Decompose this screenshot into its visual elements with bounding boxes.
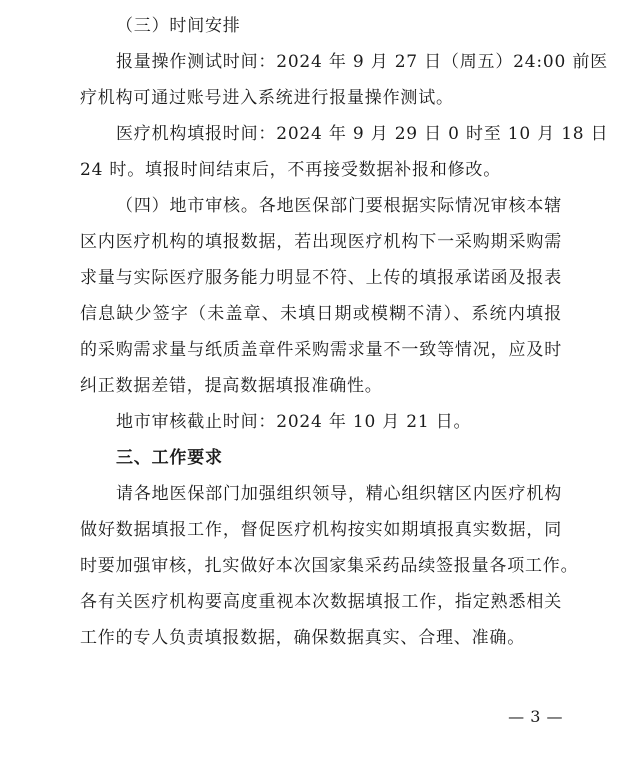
section-heading-work-requirements: 三、工作要求 <box>116 448 223 468</box>
paragraph-fill-time-text-1: 医疗机构填报时间：2024 年 9 月 29 日 0 时至 10 月 18 日 <box>116 124 609 144</box>
paragraph-requirements-text-2: 做好数据填报工作，督促医疗机构按实如期填报真实数据，同 <box>80 520 562 540</box>
paragraph-city-review-text-2: 区内医疗机构的填报数据，若出现医疗机构下一采购期采购需 <box>80 232 562 252</box>
paragraph-requirements-text-4: 各有关医疗机构要高度重视本次数据填报工作，指定熟悉相关 <box>80 592 562 612</box>
paragraph-requirements-text-3: 时要加强审核，扎实做好本次国家集采药品续签报量各项工作。 <box>80 556 579 576</box>
page-number: — 3 — <box>508 707 563 726</box>
paragraph-test-time-text-1: 报量操作测试时间：2024 年 9 月 27 日（周五）24:00 前医 <box>116 52 608 72</box>
paragraph-test-time-line-2: 疗机构可通过账号进入系统进行报量操作测试。 <box>80 88 454 108</box>
paragraph-fill-time-line-2: 24 时。填报时间结束后，不再接受数据补报和修改。 <box>80 160 502 180</box>
paragraph-city-review-line-3 <box>80 267 562 289</box>
paragraph-test-time-line-1 <box>116 51 608 73</box>
paragraph-city-review-line-4 <box>80 303 562 325</box>
paragraph-city-review-text-5: 的采购需求量与纸质盖章件采购需求量不一致等情况，应及时 <box>80 340 562 360</box>
paragraph-requirements-line-4 <box>80 591 562 613</box>
paragraph-city-review-text-3: 求量与实际医疗服务能力明显不符、上传的填报承诺函及报表 <box>80 268 562 288</box>
paragraph-city-review-line-6: 纠正数据差错，提高数据填报准确性。 <box>80 376 383 396</box>
paragraph-requirements-line-3 <box>80 555 579 577</box>
subsection-heading-schedule: （三）时间安排 <box>116 16 241 36</box>
paragraph-requirements-line-5: 工作的专人负责填报数据，确保数据真实、合理、准确。 <box>80 628 525 648</box>
paragraph-city-review-line-5 <box>80 339 562 361</box>
paragraph-city-review-text-4: 信息缺少签字（未盖章、未填日期或模糊不清）、系统内填报 <box>80 304 562 324</box>
paragraph-requirements-line-2 <box>80 519 562 541</box>
paragraph-city-review-line-1 <box>116 195 562 217</box>
paragraph-requirements-line-1 <box>116 483 562 505</box>
paragraph-city-review-line-2 <box>80 231 562 253</box>
paragraph-city-review-text-1: （四）地市审核。各地医保部门要根据实际情况审核本辖 <box>116 196 562 216</box>
paragraph-review-deadline: 地市审核截止时间：2024 年 10 月 21 日。 <box>116 412 472 432</box>
paragraph-fill-time-line-1 <box>116 123 609 145</box>
paragraph-requirements-text-1: 请各地医保部门加强组织领导，精心组织辖区内医疗机构 <box>116 484 562 504</box>
